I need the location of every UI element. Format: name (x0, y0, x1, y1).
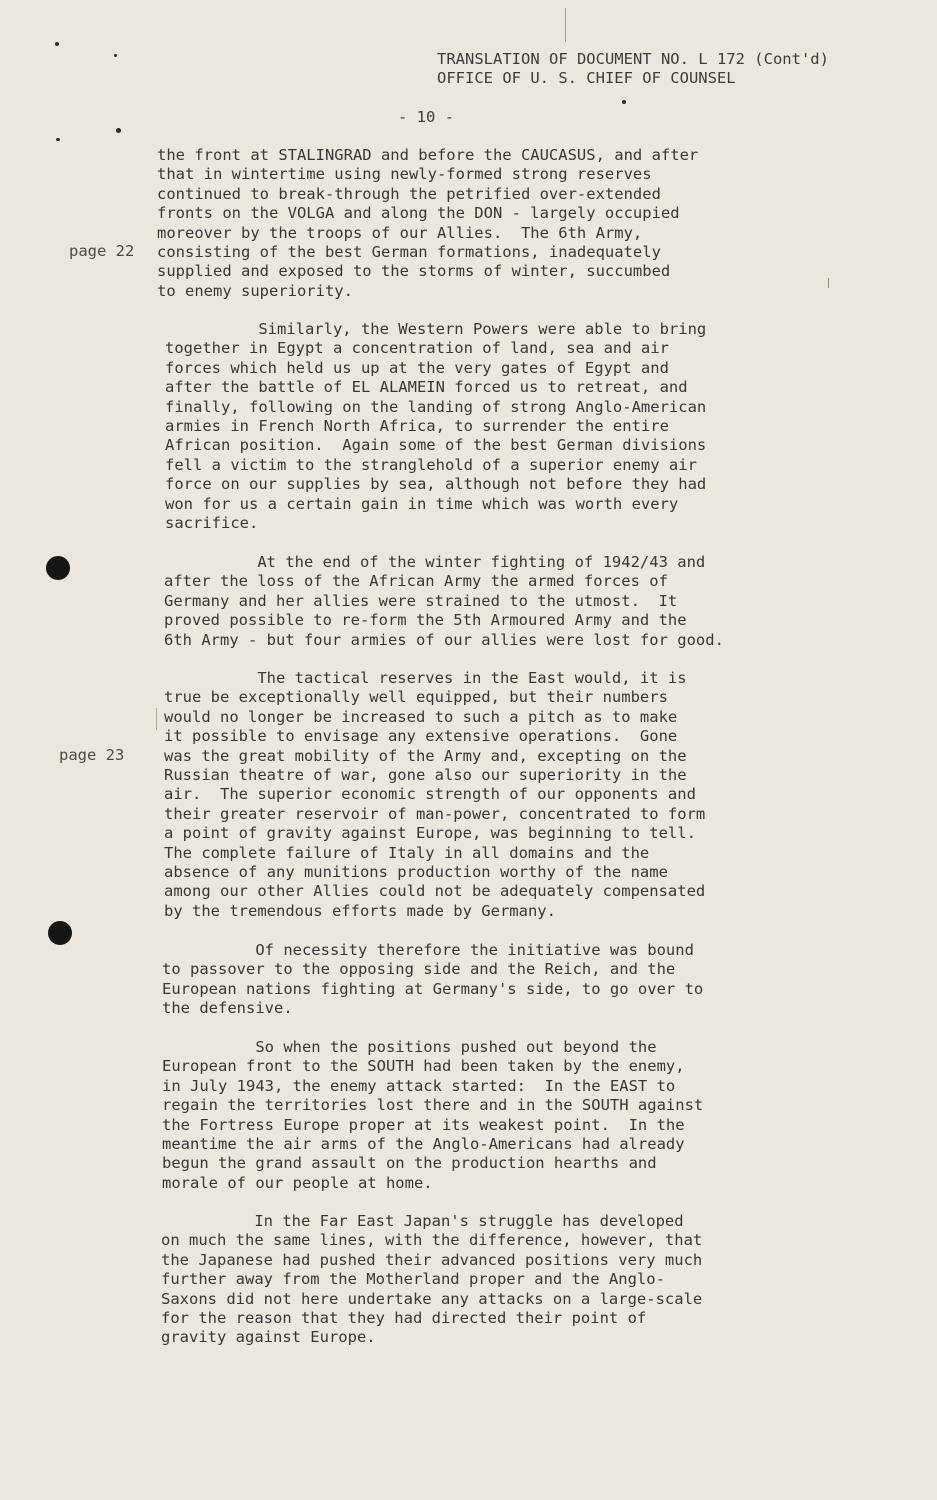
paper-speck (56, 138, 60, 141)
margin-note-page-22: page 22 (69, 242, 135, 260)
paragraph-enemy-attack: So when the positions pushed out beyond the European front to the SOUTH had been taken by the enemy, in July 1943, the enemy attack started: In the EAST to regain the territories lost there and in the SOUTH against the Fortress Europe proper at its weakest point. In the meantime the air arms of the Anglo-Americans had already begun the grand assault on the production hearths and morale of our people at home. (162, 1038, 704, 1192)
punch-hole-lower (48, 921, 72, 945)
paper-speck (55, 42, 59, 46)
paragraph-initiative: Of necessity therefore the initiative was bound to passover to the opposing side and the Reich, and the European nations fighting at Germany's side, to go over to the defensive. (162, 941, 704, 1018)
header-office-line: OFFICE OF U. S. CHIEF OF COUNSEL (437, 69, 736, 87)
paper-mark (565, 8, 566, 42)
paragraph-stalingrad: the front at STALINGRAD and before the CAUCASUS, and after that in wintertime using newly-formed strong reserves continued to break-through the petrified over-extended fronts on the VOLGA and along the DON - largely occupied moreover by the troops of our Allies. The 6th Army, consisting of the best German formations, inadequately supplied and exposed to the storms of winter, succumbed to enemy superiority. (157, 146, 699, 300)
paragraph-winter-fighting: At the end of the winter fighting of 1942/43 and after the loss of the African Army the armed forces of Germany and her allies were strained to the utmost. It proved possible to re-form the 5th Armoured Army and the 6th Army - but four armies of our allies were lost for good. (164, 553, 724, 649)
punch-hole-upper (46, 556, 70, 580)
paper-speck (114, 54, 117, 57)
document-header (437, 50, 829, 88)
paper-mark (828, 278, 829, 288)
paragraph-western-powers: Similarly, the Western Powers were able to bring together in Egypt a concentration of land, sea and air forces which held us up at the very gates of Egypt and after the battle of EL ALAMEIN forced us to retreat, and finally, following on the landing of strong Anglo-American armies in French North Africa, to surrender the entire African position. Again some of the best German divisions fell a victim to the stranglehold of a superior enemy air force on our supplies by sea, although not before they had won for us a certain gain in time which was worth every sacrifice. (165, 320, 707, 533)
margin-note-page-23: page 23 (59, 746, 125, 764)
paragraph-far-east: In the Far East Japan's struggle has developed on much the same lines, with the difference, however, that the Japanese had pushed their advanced positions very much further away from the Motherland proper and the Anglo- Saxons did not here undertake any attacks on a large-scale for the reason that they had directed their point of gravity against Europe. (161, 1212, 703, 1347)
paragraph-tactical-reserves: The tactical reserves in the East would, it is true be exceptionally well equipped, but their numbers would no longer be increased to such a pitch as to make it possible to envisage any extensive operations. Gone was the great mobility of the Army and, excepting on the Russian theatre of war, gone also our superiority in the air. The superior economic strength of our opponents and their greater reservoir of man-power, concentrated to form a point of gravity against Europe, was beginning to tell. The complete failure of Italy in all domains and the absence of any munitions production worthy of the name among our other Allies could not be adequately compensated by the tremendous efforts made by Germany. (164, 669, 706, 920)
paper-speck (116, 128, 121, 133)
paper-speck (622, 100, 626, 104)
page-number: - 10 - (398, 108, 454, 126)
paper-mark (156, 708, 157, 730)
header-translation-line: TRANSLATION OF DOCUMENT NO. L 172 (Cont'd) (437, 50, 829, 68)
